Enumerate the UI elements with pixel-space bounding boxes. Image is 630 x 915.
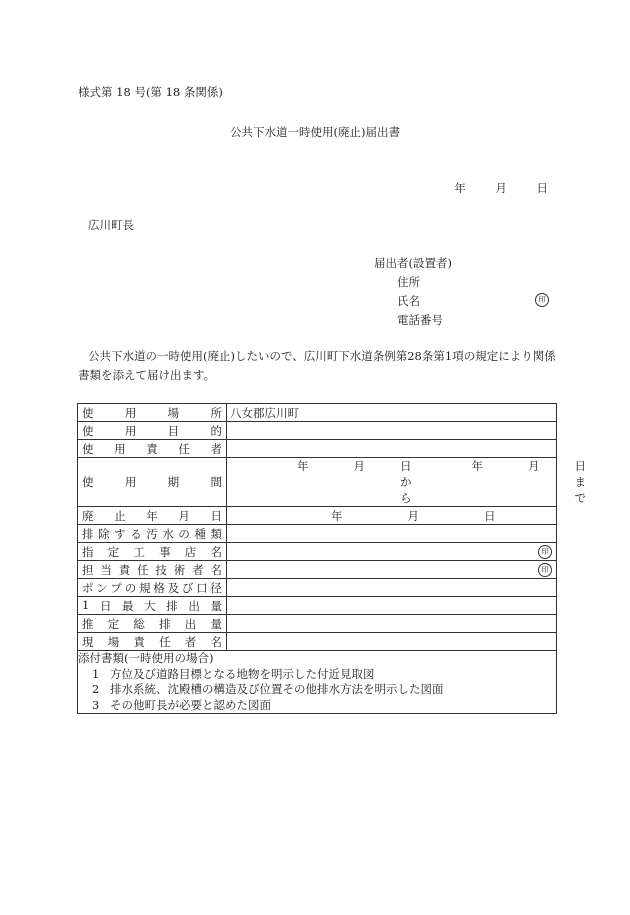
row-label: 廃 止 年 月 日 xyxy=(78,507,227,525)
seal-icon: 印 xyxy=(538,563,552,577)
table-row xyxy=(78,615,557,633)
row-value[interactable]: 年 月 日 xyxy=(227,507,557,525)
row-value[interactable] xyxy=(227,422,557,440)
attachment-item: 2 排水系統、沈殿槽の構造及び位置その他排水方法を明示した図面 xyxy=(92,682,444,696)
attachments-heading: 添付書類(一時使用の場合) xyxy=(78,651,214,665)
table-row xyxy=(78,525,557,543)
table-row xyxy=(78,543,557,561)
row-label: ポ ン プ の 規 格 及 び 口 径 xyxy=(78,579,227,597)
row-label: 担 当 責 任 技 術 者 名 xyxy=(78,561,227,579)
date-year: 年 xyxy=(454,181,466,195)
row-value[interactable] xyxy=(227,633,557,651)
row-value[interactable] xyxy=(227,561,557,579)
row-value[interactable] xyxy=(227,615,557,633)
table-row xyxy=(78,561,557,579)
date-month: 月 xyxy=(495,181,507,195)
row-value[interactable]: 八女郡広川町 xyxy=(227,404,557,422)
row-label: 使 用 期 間 xyxy=(78,458,227,507)
row-label: 現 場 責 任 者 名 xyxy=(78,633,227,651)
attachment-item: 1 方位及び道路目標となる地物を明示した付近見取図 xyxy=(92,666,375,681)
seal-icon: 印 xyxy=(538,545,552,559)
attachment-item: 3 その他町長が必要と認めた図面 xyxy=(92,697,271,712)
table-row xyxy=(78,440,557,458)
row-value[interactable] xyxy=(227,543,557,561)
row-label: 使 用 場 所 xyxy=(78,404,227,422)
applicant-phone-label: 電話番号 xyxy=(397,313,443,327)
table-row xyxy=(78,404,557,422)
submission-date xyxy=(428,180,548,196)
applicant-heading: 届出者(設置者) xyxy=(374,256,452,270)
date-day: 日 xyxy=(536,181,548,195)
applicant-name-label: 氏名 xyxy=(397,294,420,308)
row-value[interactable] xyxy=(227,440,557,458)
row-value[interactable] xyxy=(227,579,557,597)
applicant-seal-icon: 印 xyxy=(535,291,549,307)
table-row xyxy=(78,597,557,615)
row-label: 使 用 責 任 者 xyxy=(78,440,227,458)
document-title: 公共下水道一時使用(廃止)届出書 xyxy=(230,125,400,139)
table-row xyxy=(78,507,557,525)
table-row xyxy=(78,422,557,440)
row-label: 1 日 最 大 排 出 量 xyxy=(78,597,227,615)
row-value[interactable]: 年 月 日から 年 月 日まで xyxy=(227,458,557,507)
row-value[interactable] xyxy=(227,597,557,615)
table-row xyxy=(78,579,557,597)
table-row xyxy=(78,633,557,651)
row-label: 排 除 す る 汚 水 の 種 類 xyxy=(78,525,227,543)
attachments-row xyxy=(78,651,557,714)
table-row xyxy=(78,458,557,507)
declaration-text: 公共下水道の一時使用(廃止)したいので、広川町下水道条例第28条第1項の規定により関係書類を添えて届け出ます。 xyxy=(78,349,556,382)
form-number: 様式第 18 号(第 18 条関係) xyxy=(78,85,223,99)
row-label: 指 定 工 事 店 名 xyxy=(78,543,227,561)
addressee: 広川町長 xyxy=(88,218,134,232)
application-table xyxy=(77,403,586,714)
row-label: 推 定 総 排 出 量 xyxy=(78,615,227,633)
row-value[interactable] xyxy=(227,525,557,543)
attachments xyxy=(78,651,557,714)
applicant-address-label: 住所 xyxy=(397,275,420,289)
row-label: 使 用 目 的 xyxy=(78,422,227,440)
